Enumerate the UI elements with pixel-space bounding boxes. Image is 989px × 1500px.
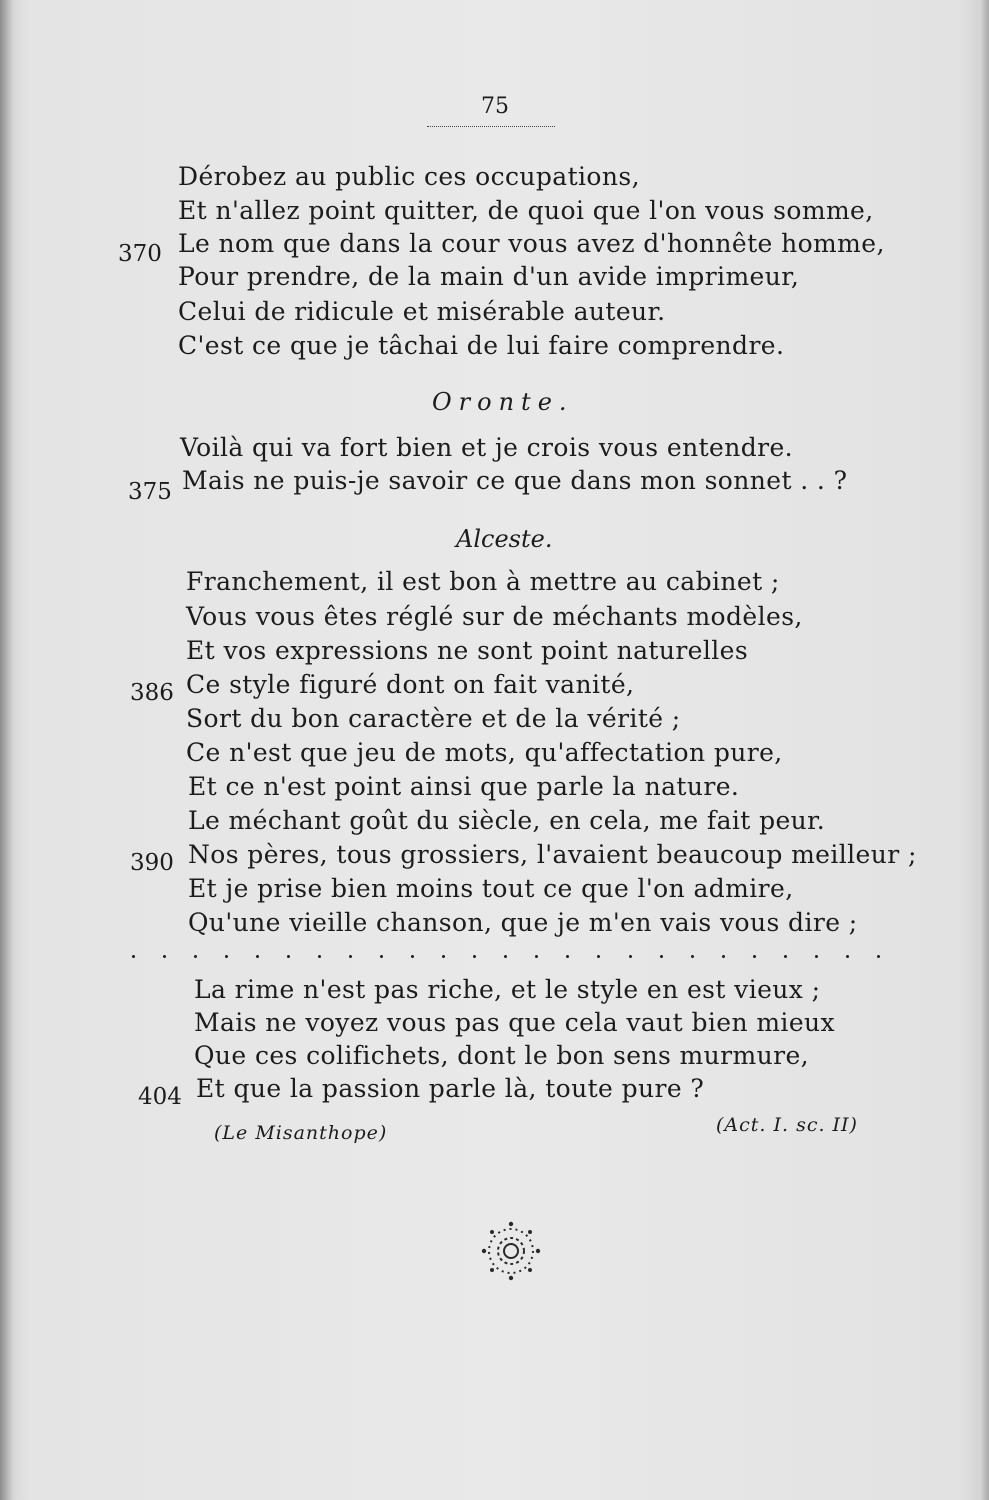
- page-number: 75: [481, 94, 509, 119]
- omission-dot: [225, 955, 228, 958]
- speaker-name: Oronte.: [432, 388, 574, 416]
- omission-dot: [287, 955, 290, 958]
- rosette-ornament-icon: [478, 1218, 544, 1284]
- line-number: 390: [130, 850, 174, 876]
- verse-line: Mais ne voyez vous pas que cela vaut bien mieux: [194, 1008, 836, 1037]
- verse-line: C'est ce que je tâchai de lui faire comprendre.: [178, 331, 785, 360]
- verse-line: Mais ne puis-je savoir ce que dans mon sonnet . . ?: [182, 466, 848, 495]
- omission-dot: [784, 955, 787, 958]
- verse-line: La rime n'est pas riche, et le style en est vieux ;: [194, 975, 821, 1004]
- citation-act: (Act. I. sc. II): [716, 1114, 858, 1136]
- omission-dot: [349, 955, 352, 958]
- omission-dot: [535, 955, 538, 958]
- verse-line: Et je prise bien moins tout ce que l'on admire,: [188, 874, 794, 903]
- omission-dot: [442, 955, 445, 958]
- omission-dot: [877, 955, 880, 958]
- verse-line: Vous vous êtes réglé sur de méchants modèles,: [186, 602, 803, 631]
- omission-dot: [815, 955, 818, 958]
- verse-line: Dérobez au public ces occupations,: [178, 162, 640, 191]
- omission-dot: [411, 955, 414, 958]
- omission-dot: [256, 955, 259, 958]
- verse-line: Franchement, il est bon à mettre au cabinet ;: [186, 567, 780, 596]
- omission-dot: [722, 955, 725, 958]
- verse-line: Nos pères, tous grossiers, l'avaient beaucoup meilleur ;: [188, 840, 917, 869]
- omission-dot: [691, 955, 694, 958]
- omission-dot: [753, 955, 756, 958]
- page-number-rule: [427, 126, 555, 127]
- omission-dot: [318, 955, 321, 958]
- omission-dot: [629, 955, 632, 958]
- omission-dot: [660, 955, 663, 958]
- omission-dot: [194, 955, 197, 958]
- omission-dot: [132, 955, 135, 958]
- verse-line: Et vos expressions ne sont point naturelles: [186, 636, 749, 665]
- line-number: 375: [128, 479, 172, 505]
- speaker-name: Alceste.: [456, 525, 553, 553]
- omission-dot: [163, 955, 166, 958]
- verse-line: Et n'allez point quitter, de quoi que l'on vous somme,: [178, 196, 874, 225]
- binding-edge: [0, 0, 14, 1500]
- verse-line: Sort du bon caractère et de la vérité ;: [186, 704, 681, 733]
- omission-dot: [473, 955, 476, 958]
- omission-dot: [846, 955, 849, 958]
- verse-line: Que ces colifichets, dont le bon sens murmure,: [194, 1041, 810, 1070]
- verse-line: Qu'une vieille chanson, que je m'en vais vous dire ;: [188, 908, 858, 937]
- verse-line: Voilà qui va fort bien et je crois vous entendre.: [180, 433, 794, 462]
- line-number: 386: [130, 680, 174, 706]
- verse-line: Et ce n'est point ainsi que parle la nature.: [188, 772, 740, 801]
- citation-work: (Le Misanthope): [214, 1122, 388, 1144]
- line-number: 404: [138, 1084, 182, 1110]
- line-number: 370: [118, 241, 162, 267]
- verse-line: Ce style figuré dont on fait vanité,: [186, 670, 635, 699]
- verse-line: Pour prendre, de la main d'un avide imprimeur,: [178, 262, 800, 291]
- omission-dot: [380, 955, 383, 958]
- omission-dot: [566, 955, 569, 958]
- verse-line: Ce n'est que jeu de mots, qu'affectation pure,: [186, 738, 783, 767]
- verse-line: Le nom que dans la cour vous avez d'honnête homme,: [178, 229, 885, 258]
- omission-dot: [597, 955, 600, 958]
- page-edge: [979, 0, 989, 1500]
- verse-line: Celui de ridicule et misérable auteur.: [178, 297, 666, 326]
- verse-line: Et que la passion parle là, toute pure ?: [196, 1074, 705, 1103]
- omission-dot: [504, 955, 507, 958]
- verse-line: Le méchant goût du siècle, en cela, me fait peur.: [188, 806, 826, 835]
- omission-dots: [132, 946, 880, 966]
